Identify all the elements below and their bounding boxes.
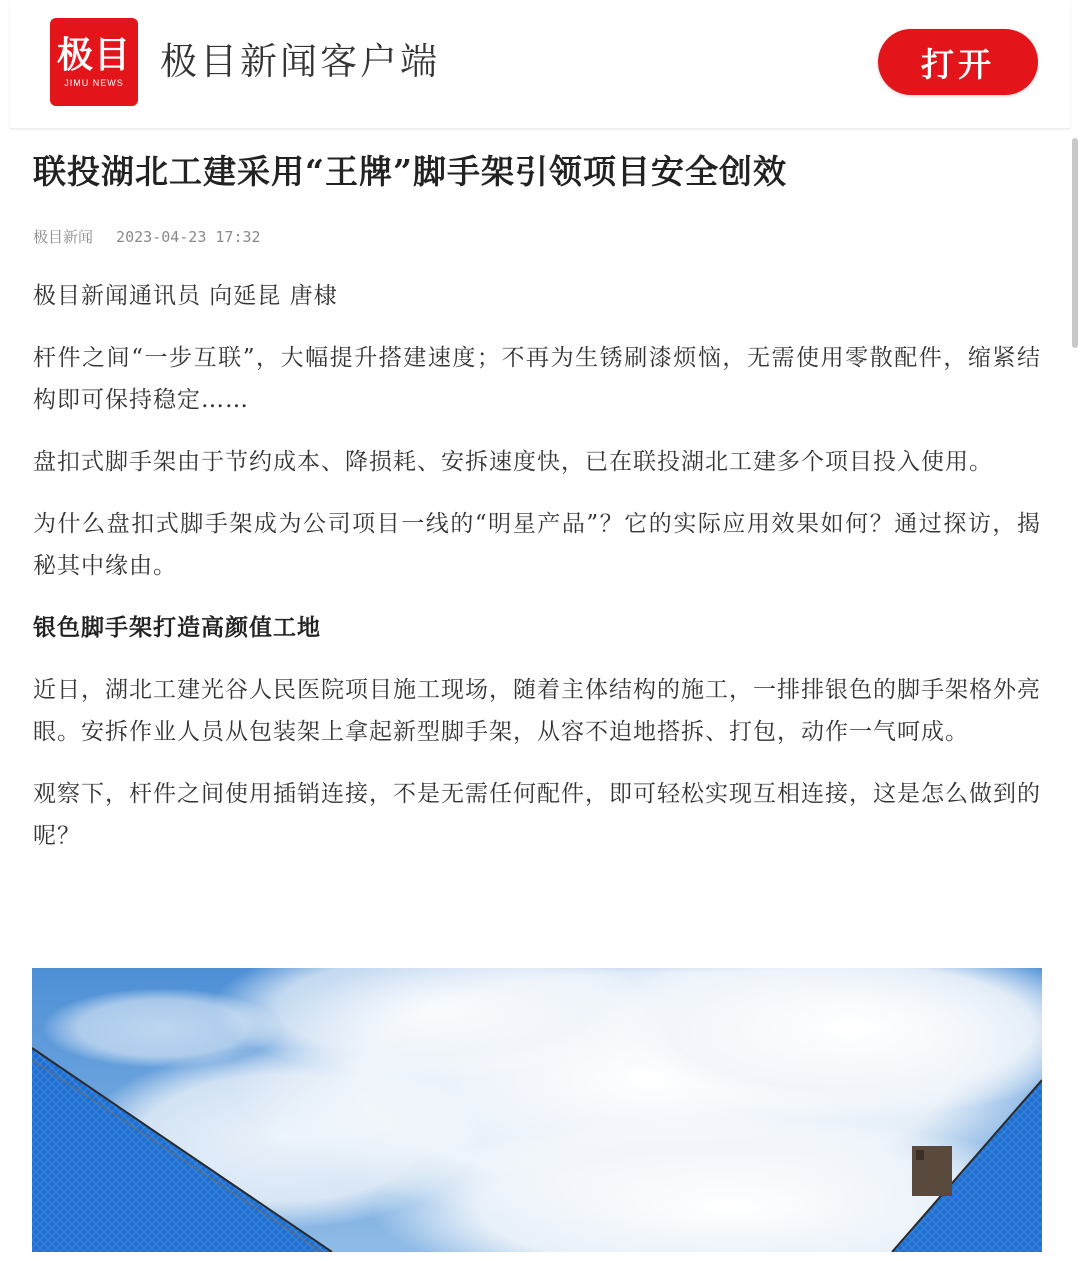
article-source: 极目新闻 xyxy=(33,228,94,246)
scaffold-sky-image xyxy=(32,968,1042,1252)
app-name: 极目新闻客户端 xyxy=(160,40,440,83)
article-datetime: 2023-04-23 17:32 xyxy=(116,228,261,246)
byline: 极目新闻通讯员 向延昆 唐棣 xyxy=(33,283,338,309)
jimu-logo xyxy=(50,18,138,106)
article-meta xyxy=(33,226,1041,247)
open-app-button[interactable]: 打开 xyxy=(878,29,1038,95)
logo-subtext: JIMU NEWS xyxy=(64,78,124,88)
article-title: 联投湖北工建采用“王牌”脚手架引领项目安全创效 xyxy=(33,152,787,191)
section-heading: 银色脚手架打造高颜值工地 xyxy=(33,614,321,641)
article xyxy=(33,140,1041,857)
page-scrollbar[interactable] xyxy=(1072,138,1078,348)
paragraph: 为什么盘扣式脚手架成为公司项目一线的“明星产品”？它的实际应用效果如何？通过探访，揭秘其中缘由。 xyxy=(33,511,1041,579)
app-download-banner xyxy=(10,0,1070,129)
paragraph: 杆件之间“一步互联”，大幅提升搭建速度；不再为生锈刷漆烦恼，无需使用零散配件，缩紧结构即可保持稳定…… xyxy=(33,345,1041,413)
article-photo xyxy=(32,968,1042,1252)
paragraph: 盘扣式脚手架由于节约成本、降损耗、安拆速度快，已在联投湖北工建多个项目投入使用。 xyxy=(33,449,993,475)
paragraph: 观察下，杆件之间使用插销连接，不是无需任何配件，即可轻松实现互相连接，这是怎么做到的呢？ xyxy=(33,781,1041,849)
paragraph: 近日，湖北工建光谷人民医院项目施工现场，随着主体结构的施工，一排排银色的脚手架格外亮眼。安拆作业人员从包装架上拿起新型脚手架，从容不迫地搭拆、打包，动作一气呵成。 xyxy=(33,677,1041,745)
logo-text: 极目 xyxy=(56,35,131,76)
